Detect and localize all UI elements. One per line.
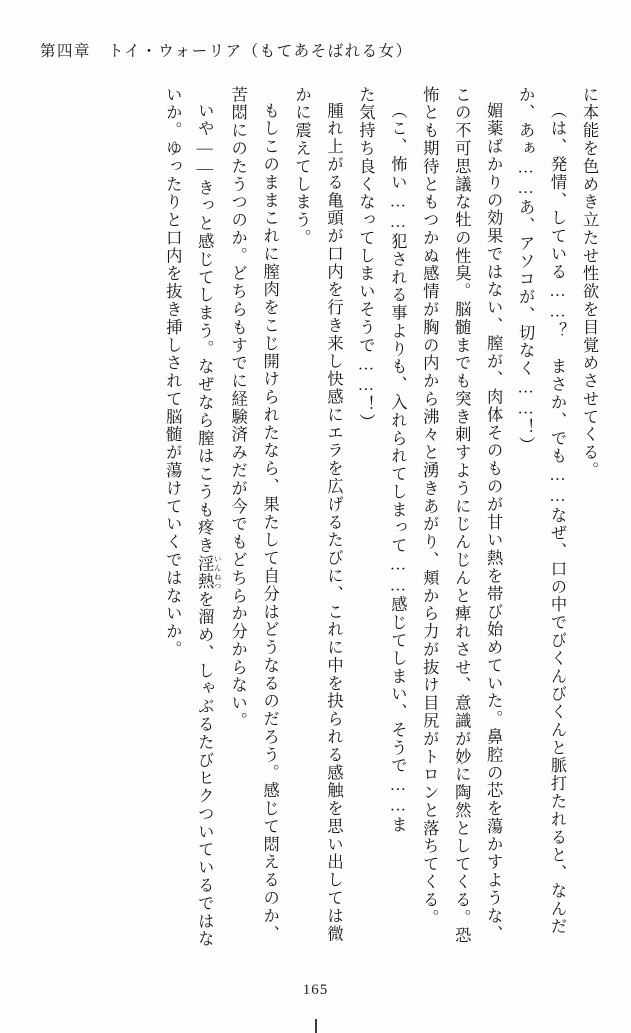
body-paragraph: た気持ち良くなってしまいそうで……！） <box>356 86 376 432</box>
body-paragraph: （は、発情、している……？ まさか、でも……なぜ、口の中でびくんびくんと脈打たれると、なんだか、あぁ……あ、アソコが、切なく……！） <box>516 86 568 937</box>
page-number: 165 <box>302 982 329 998</box>
body-paragraph: に本能を色めき立たせ性欲を目覚めさせてくる。 <box>580 86 599 480</box>
body-paragraph-with-ruby <box>156 86 221 951</box>
body-paragraph: もしこのままこれに膣肉をこじ開けられたなら、果たして自分はどうなるのだろう。感じて悶えるのか、苦悶にのたうつのか。どちらもすでに経験済みだが今でもどちらか分からない。 <box>228 86 280 944</box>
vertical-text-column <box>26 86 605 951</box>
body-paragraph: （こ、怖い……犯される事よりも、入れられてしまって……感じてしまい、そうで……ま <box>388 102 408 835</box>
spine-mark-icon <box>315 1019 317 1033</box>
running-head <box>0 36 631 64</box>
body-paragraph: 腫れ上がる亀頭が口内を行き来し快感にエラを広げるたびに、これに中を抉られる感触を思い出しては微かに震えてしまう。 <box>292 86 344 944</box>
body-paragraph: 媚薬ばかりの効果ではない、膣が、肉体そのものが甘い熱を帯び始めていた。鼻腔の芯を蕩かすような、この不可思議な牡の性臭。脳髄までも突き刺すようにじんじんと痺れさせ、意識が妙に陶然としてくる。恐怖とも期待ともつかぬ感情が胸の内から沸々と湧きあがり、頬から力が抜け目尻がトロンと落ちてくる。 <box>420 86 504 945</box>
page-body <box>26 86 605 951</box>
chapter-title: 第四章 トイ・ウォーリア（もてあそばれる女） <box>40 43 413 60</box>
ruby-paragraph-text: いや――きっと感じてしまう。なぜなら膣はこうも疼き淫熱 いんねつを溜め、しゃぶるたびヒクついているではないか。ゆったりと口内を抜き挿しされて脳髄が蕩けていくではないか。 <box>163 86 223 949</box>
ruby-text: 淫熱 いんねつ <box>195 554 223 591</box>
